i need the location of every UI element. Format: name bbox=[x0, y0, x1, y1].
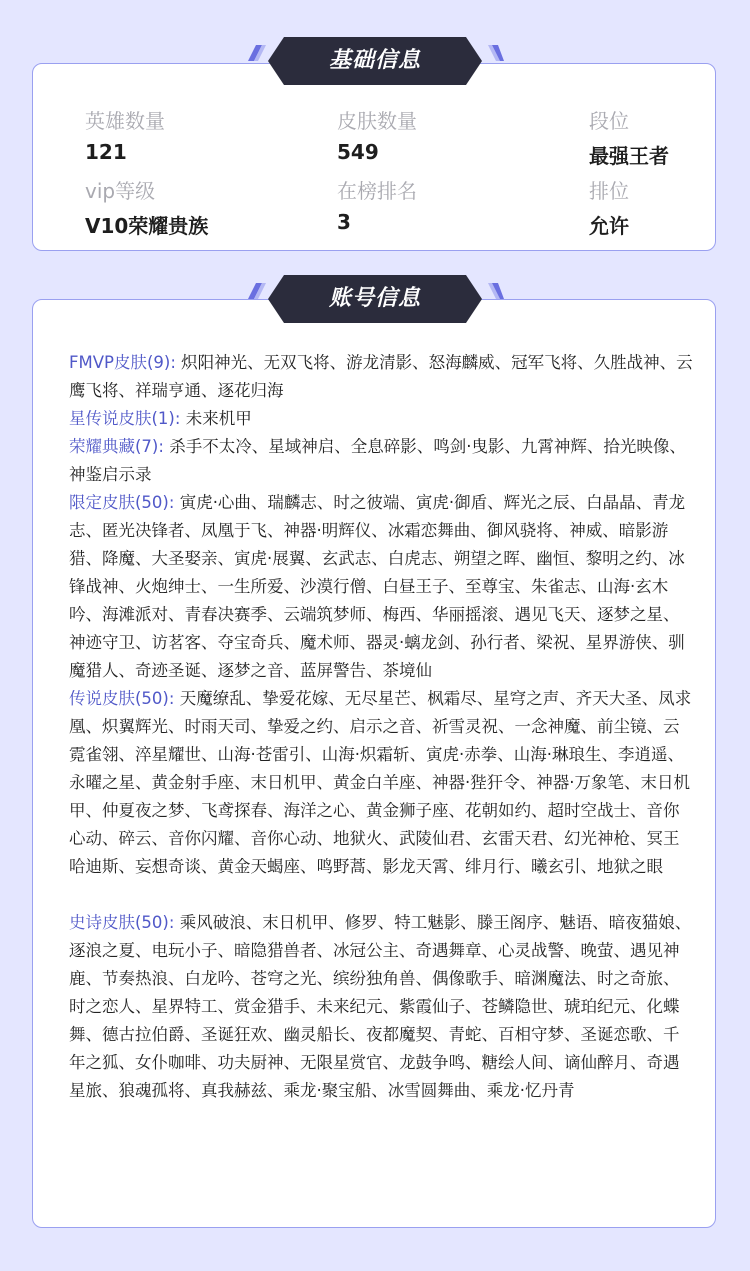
skin-group-epic bbox=[69, 909, 693, 1105]
skin-group-fmvp bbox=[69, 349, 693, 405]
stripe-decoration-icon bbox=[484, 275, 504, 323]
skin-group-glory-collection bbox=[69, 433, 693, 489]
basic-info-card bbox=[32, 63, 716, 251]
skin-group-limited bbox=[69, 489, 693, 685]
stripe-decoration-icon bbox=[484, 37, 504, 85]
stat-label: 在榜排名 bbox=[337, 179, 417, 203]
basic-info-banner bbox=[250, 37, 500, 85]
account-info-banner bbox=[250, 275, 500, 323]
skin-items: 乘风破浪、末日机甲、修罗、特工魅影、滕王阁序、魅语、暗夜猫娘、逐浪之夏、电玩小子、暗隐猎兽者、冰冠公主、奇遇舞章、心灵战警、晚萤、遇见神鹿、节奏热浪、白龙吟、苍穹之光、缤纷独角兽、偶像歌手、暗渊魔法、时之奇旅、时之恋人、星界特工、赏金猎手、未来纪元、紫霞仙子、苍鳞隐世、琥珀纪元、化蝶舞、德古拉伯爵、圣诞狂欢、幽灵船长、夜都魔契、青蛇、百相守梦、圣诞恋歌、千年之狐、女仆咖啡、功夫厨神、无限星赏官、龙鼓争鸣、糖绘人间、谪仙醉月、奇遇星旅、狼魂孤将、真我赫兹、乘龙·聚宝船、冰雪圆舞曲、乘龙·忆丹青 bbox=[69, 913, 692, 1100]
stat-value: 最强王者 bbox=[589, 144, 669, 168]
stat-label: vip等级 bbox=[85, 179, 156, 203]
stat-ranked-allowed bbox=[589, 175, 629, 239]
stripe-decoration-icon bbox=[246, 275, 266, 323]
skin-items: 杀手不太冷、星域神启、全息碎影、鸣剑·曳影、九霄神辉、拾光映像、神鉴启示录 bbox=[69, 437, 686, 484]
stat-value: 549 bbox=[337, 140, 379, 164]
stat-value: 3 bbox=[337, 210, 351, 234]
stat-value: 允许 bbox=[589, 214, 629, 238]
skin-category-label: 星传说皮肤(1): bbox=[69, 409, 181, 428]
skin-items: 未来机甲 bbox=[185, 409, 252, 428]
skin-category-label: 限定皮肤(50): bbox=[69, 493, 175, 512]
skin-group-star-legend bbox=[69, 405, 693, 433]
skin-category-label: FMVP皮肤(9): bbox=[69, 353, 176, 372]
stat-leaderboard-rank bbox=[337, 175, 417, 234]
skin-items: 寅虎·心曲、瑞麟志、时之彼端、寅虎·御盾、辉光之辰、白晶晶、青龙志、匿光决锋者、凤凰于飞、神器·明辉仪、冰霜恋舞曲、御风骁将、神威、暗影游猎、降魔、大圣娶亲、寅虎·展翼、玄武志、白虎志、朔望之晖、幽恒、黎明之约、冰锋战神、火炮绅士、一生所爱、沙漠行僧、白昼王子、至尊宝、朱雀志、山海·玄木吟、海滩派对、青春决赛季、云端筑梦师、梅西、华丽摇滚、遇见飞天、逐梦之星、神迹守卫、访茗客、夺宝奇兵、魔术师、器灵·螭龙剑、孙行者、梁祝、星界游侠、驯魔猎人、奇迹圣诞、逐梦之音、蓝屏警告、茶境仙 bbox=[69, 493, 686, 680]
section-title: 账号信息 bbox=[328, 286, 421, 311]
stat-value: 121 bbox=[85, 140, 127, 164]
stat-hero-count bbox=[85, 105, 165, 164]
skin-items: 炽阳神光、无双飞将、游龙清影、怒海麟威、冠军飞将、久胜战神、云鹰飞将、祥瑞亨通、逐花归海 bbox=[69, 353, 693, 400]
skin-category-label: 史诗皮肤(50): bbox=[69, 913, 175, 932]
stat-label: 排位 bbox=[589, 179, 629, 203]
skin-list bbox=[69, 349, 693, 1105]
stat-label: 段位 bbox=[589, 109, 629, 133]
stat-label: 英雄数量 bbox=[85, 109, 165, 133]
section-title: 基础信息 bbox=[328, 48, 421, 73]
stat-vip-level bbox=[85, 175, 208, 239]
account-info-card bbox=[32, 299, 716, 1228]
skin-category-label: 传说皮肤(50): bbox=[69, 689, 175, 708]
stat-skin-count bbox=[337, 105, 417, 164]
stripe-decoration-icon bbox=[246, 37, 266, 85]
skin-items: 天魔缭乱、挚爱花嫁、无尽星芒、枫霜尽、星穹之声、齐天大圣、凤求凰、炽翼辉光、时雨天司、挚爱之约、启示之音、祈雪灵祝、一念神魔、前尘镜、云霓雀翎、淬星耀世、山海·苍雷引、山海·炽霜斩、寅虎·赤拳、山海·琳琅生、李逍遥、永曜之星、黄金射手座、末日机甲、黄金白羊座、神器·狴犴令、神器·万象笔、末日机甲、仲夏夜之梦、飞鸢探春、海洋之心、黄金狮子座、花朝如约、超时空战士、音你心动、碎云、音你闪耀、音你心动、地狱火、武陵仙君、玄雷天君、幻光神枪、冥王哈迪斯、妄想奇谈、黄金天蝎座、鸣野蒿、影龙天霄、绯月行、曦玄引、地狱之眼 bbox=[69, 689, 692, 876]
stat-label: 皮肤数量 bbox=[337, 109, 417, 133]
stat-rank-tier bbox=[589, 105, 669, 169]
stat-value: V10荣耀贵族 bbox=[85, 214, 209, 238]
skin-category-label: 荣耀典藏(7): bbox=[69, 437, 164, 456]
skin-group-legend bbox=[69, 685, 693, 881]
